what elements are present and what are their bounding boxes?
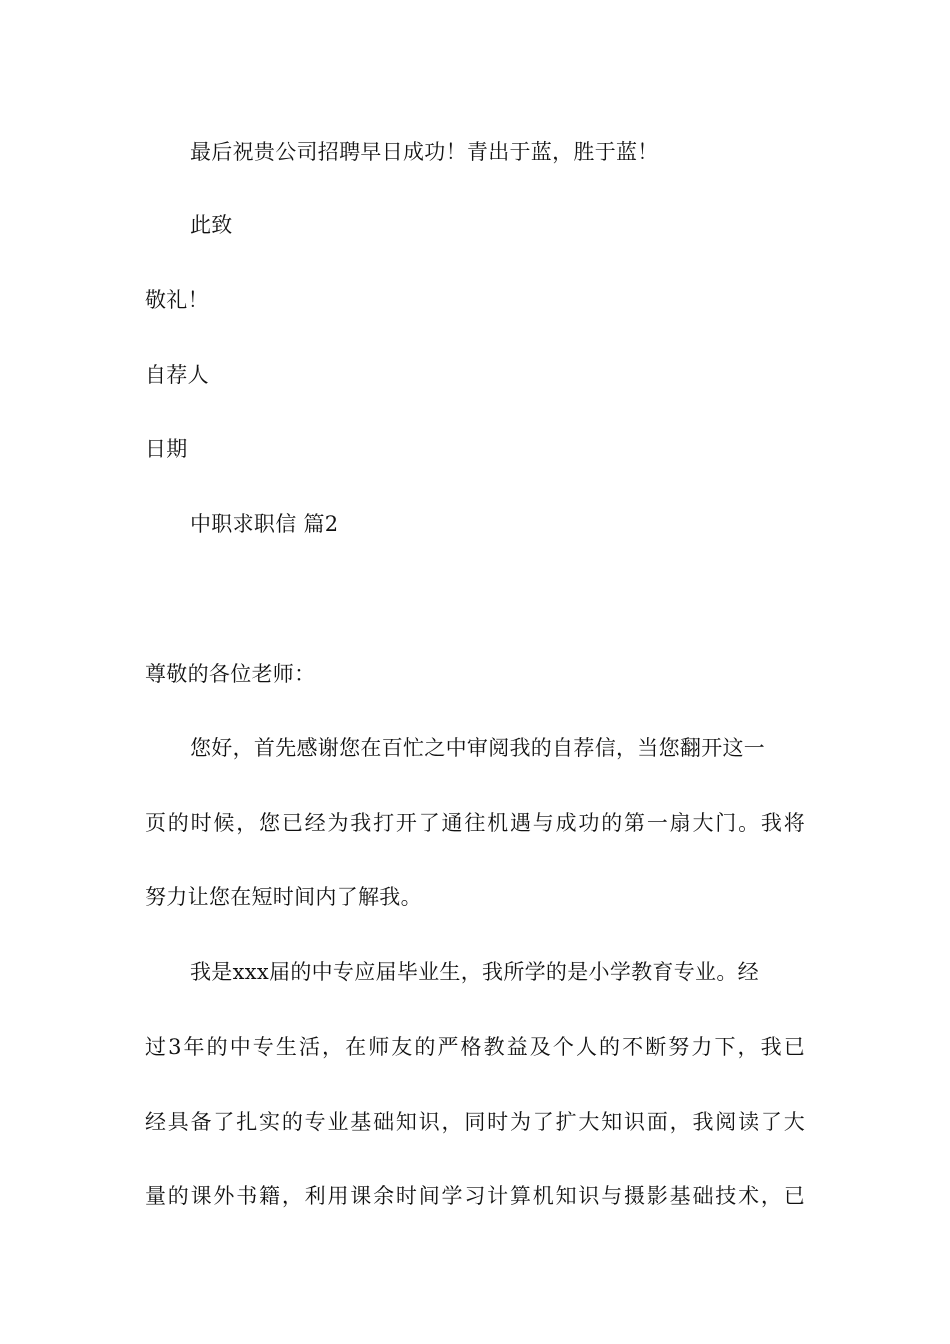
paragraph-2-line-1: 我是xxx届的中专应届毕业生，我所学的是小学教育专业。经 xyxy=(190,960,759,984)
salutation-jingli: 敬礼！ xyxy=(145,288,209,312)
paragraph-1-line-2: 页的时候，您已经为我打开了通往机遇与成功的第一扇大门。我将 xyxy=(145,811,805,835)
salutation-cizhi: 此致 xyxy=(190,213,233,237)
paragraph-2-line-4: 量的课外书籍，利用课余时间学习计算机知识与摄影基础技术，已 xyxy=(145,1184,805,1208)
paragraph-1-line-1: 您好，首先感谢您在百忙之中审阅我的自荐信，当您翻开这一 xyxy=(190,736,766,760)
paragraph-2-line-2: 过3年的中专生活，在师友的严格教益及个人的不断努力下，我已 xyxy=(145,1035,805,1059)
letter-greeting: 尊敬的各位老师： xyxy=(145,662,316,686)
date-label: 日期 xyxy=(145,437,188,461)
paragraph-2-line-3: 经具备了扎实的专业基础知识，同时为了扩大知识面，我阅读了大 xyxy=(145,1110,805,1134)
section-title: 中职求职信 篇2 xyxy=(190,512,339,536)
paragraph-1-line-3: 努力让您在短时间内了解我。 xyxy=(145,885,422,909)
signer-label: 自荐人 xyxy=(145,363,209,387)
closing-wish: 最后祝贵公司招聘早日成功！青出于蓝，胜于蓝！ xyxy=(190,140,659,164)
